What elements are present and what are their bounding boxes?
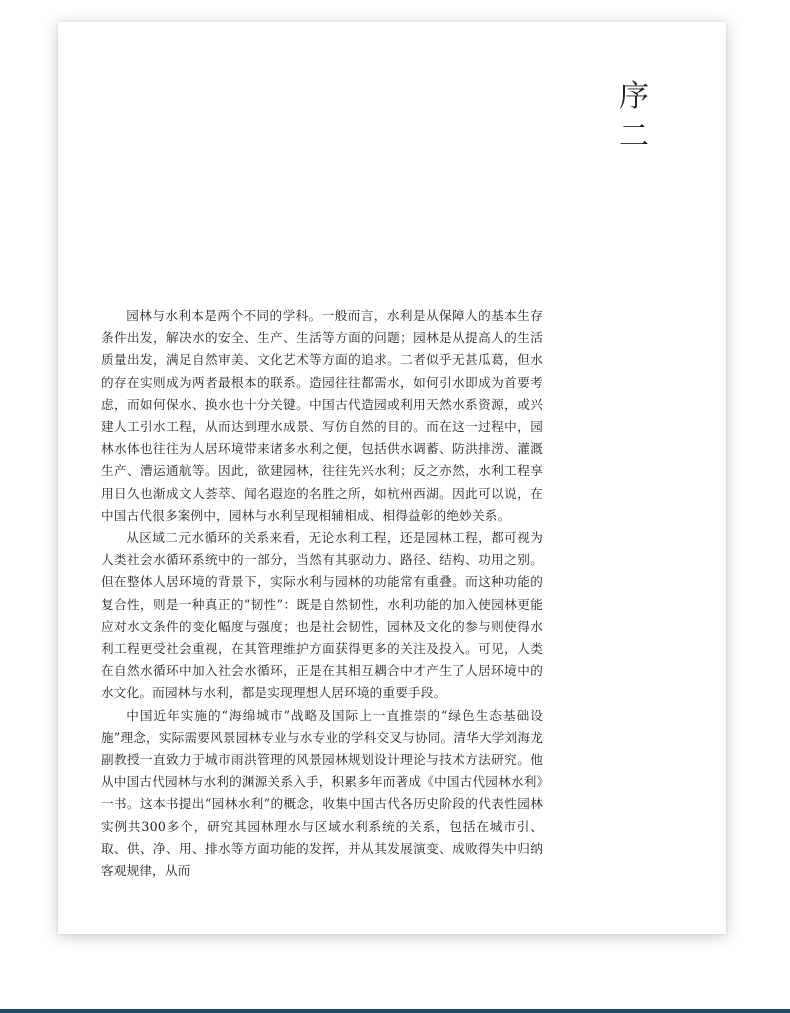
paragraph-3: 中国近年实施的“海绵城市”战略及国际上一直推崇的“绿色生态基础设施”理念，实际需要风景园林专业与水专业的学科交叉与协同。清华大学刘海龙副教授一直致力于城市雨洪管理的风景园林规划设计理论与技术方法研究。他从中国古代园林与水利的渊源关系入手，积累多年而著成《中国古代园林水利》一书。这本书提出“园林水利”的概念，收集中国古代各历史阶段的代表性园林实例共300多个，研究其园林理水与区域水利系统的关系，包括在城市引、取、供、净、用、排水等方面功能的发挥，并从其发展演变、成败得失中归纳客观规律，从而 [101,707,543,879]
ornamental-divider [102,281,270,288]
paragraph-1: 园林与水利本是两个不同的学科。一般而言，水利是从保障人的基本生存条件出发，解决水的安全、生产、生活等方面的问题；园林是从提高人的生活质量出发，满足自然审美、文化艺术等方面的追求。二者似乎无甚瓜葛，但水的存在实则成为两者最根本的联系。造园往往都需水，如何引水即成为首要考虑，而如何保水、换水也十分关键。中国古代造园或利用天然水系资源，或兴建人工引水工程，从而达到理水成景、写仿自然的目的。而在这一过程中，园林水体也往往为人居环境带来诸多水利之便，包括供水调蓄、防洪排涝、灌溉生产、漕运通航等。因此，欲建园林，往往先兴水利；反之亦然，水利工程享用日久也渐成文人荟萃、闻名遐迩的名胜之所，如杭州西湖。因此可以说，在中国古代很多案例中，园林与水利呈现相辅相成、相得益彰的绝妙关系。 [101,308,543,523]
book-page [58,22,726,934]
preface-title [614,77,654,157]
bottom-accent-bar [0,1009,790,1013]
title-char-1: 序 [619,79,649,114]
preface-body [101,305,543,882]
paragraph-2: 从区域二元水循环的关系来看，无论水利工程，还是园林工程，都可视为人类社会水循环系统中的一部分，当然有其驱动力、路径、结构、功用之别。但在整体人居环境的背景下，实际水利与园林的功能常有重叠。而这种功能的复合性，则是一种真正的“韧性”：既是自然韧性，水利功能的加入使园林更能应对水文条件的变化幅度与强度；也是社会韧性，园林及文化的参与则使得水利工程更受社会重视，在其管理维护方面获得更多的关注及投入。可见，人类在自然水循环中加入社会水循环，正是在其相互耦合中才产生了人居环境中的水文化。而园林与水利，都是实现理想人居环境的重要手段。 [101,530,543,701]
title-char-2: 二 [619,119,649,154]
